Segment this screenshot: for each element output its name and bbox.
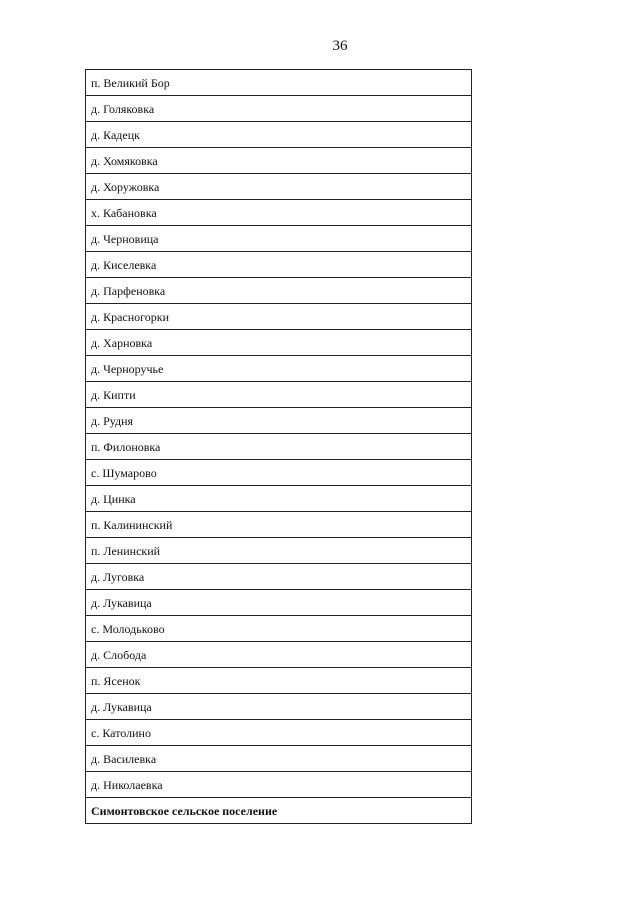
table-row: п. Филоновка <box>86 434 471 460</box>
table-row: д. Слобода <box>86 642 471 668</box>
table-row: д. Красногорки <box>86 304 471 330</box>
settlements-table <box>85 69 472 824</box>
table-row: д. Рудня <box>86 408 471 434</box>
table-row: д. Лукавица <box>86 590 471 616</box>
table-row: д. Хомяковка <box>86 148 471 174</box>
table-row: д. Черноручье <box>86 356 471 382</box>
table-row: д. Голяковка <box>86 96 471 122</box>
table-row: п. Великий Бор <box>86 70 471 96</box>
table-row: д. Парфеновка <box>86 278 471 304</box>
table-row: п. Ленинский <box>86 538 471 564</box>
table-row: д. Хоружовка <box>86 174 471 200</box>
table-row: с. Молодьково <box>86 616 471 642</box>
table-row: д. Кадецк <box>86 122 471 148</box>
page-number: 36 <box>332 38 348 54</box>
section-heading-row: Симонтовское сельское поселение <box>86 798 471 824</box>
table-row: д. Черновица <box>86 226 471 252</box>
table-row: д. Кипти <box>86 382 471 408</box>
table-row: д. Харновка <box>86 330 471 356</box>
table-row: д. Василевка <box>86 746 471 772</box>
table-row: п. Ясенок <box>86 668 471 694</box>
table-row: х. Кабановка <box>86 200 471 226</box>
table-row: д. Николаевка <box>86 772 471 798</box>
table-row: д. Луговка <box>86 564 471 590</box>
table-row: с. Католино <box>86 720 471 746</box>
table-row: д. Цинка <box>86 486 471 512</box>
table-row: д. Киселевка <box>86 252 471 278</box>
table-row: с. Шумарово <box>86 460 471 486</box>
table-row: п. Калининский <box>86 512 471 538</box>
table-row: д. Лукавица <box>86 694 471 720</box>
